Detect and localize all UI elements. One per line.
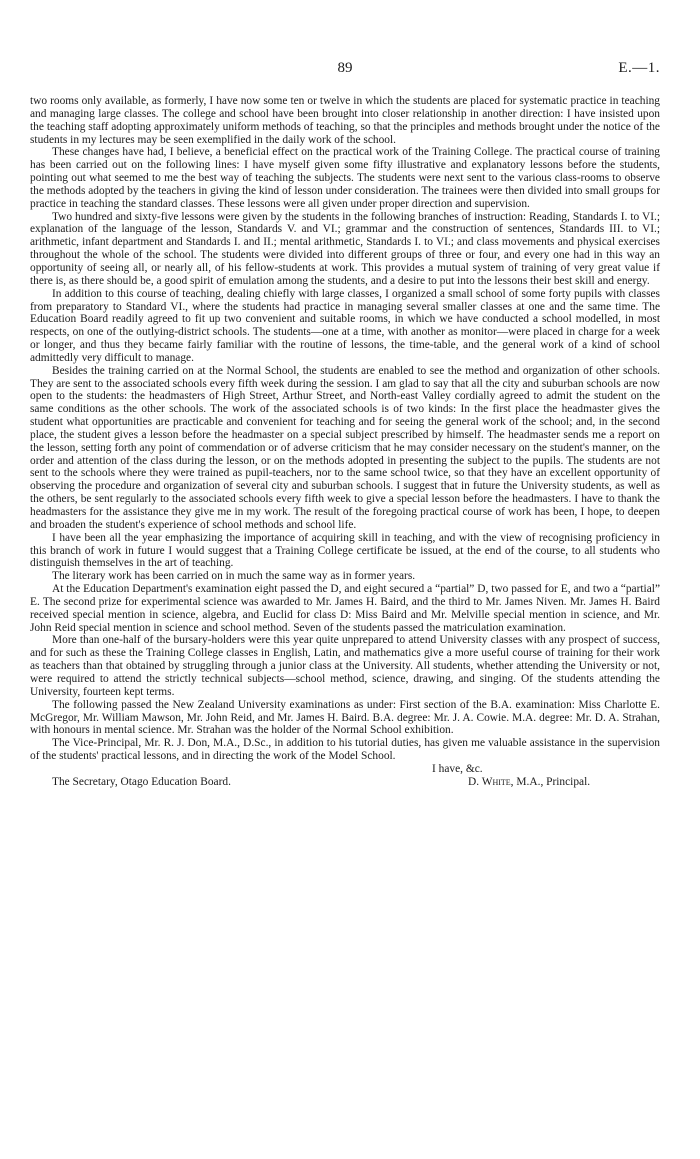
closing-salutation-row bbox=[30, 763, 660, 776]
paragraph: The following passed the New Zealand University examinations as under: First section of the B.A. examination: Miss Charlotte E. McGregor, Mr. William Mawson, Mr. John Reid, and Mr. James H. Baird. B.A. degree: Mr. J. A. Cowie. M.A. degree: Mr. D. A. Strahan, with honours in mental science. Mr. Strahan was the holder of the Normal School exhibition. bbox=[30, 698, 660, 737]
signature-row bbox=[30, 776, 660, 789]
paragraph: At the Education Department's examination eight passed the D, and eight secured a “partial” D, two passed for E, and two a “partial” E. The second prize for experimental science was awarded to Mr. James H. Baird, and the third to Mr. James Niven. Mr. James H. Baird received special mention in science, algebra, and Euclid for class D: Miss Baird and Mr. Melville special mention in science, and Mr. John Reid special mention in science and school method. Seven of the students passed the matriculation examination. bbox=[30, 583, 660, 634]
signature bbox=[468, 776, 590, 789]
addressee: The Secretary, Otago Education Board. bbox=[52, 775, 231, 788]
signature-title: M.A., Principal. bbox=[516, 775, 591, 788]
closing-salutation: I have, &c. bbox=[432, 762, 483, 775]
paragraph: I have been all the year emphasizing the importance of acquiring skill in teaching, and with the view of recognising proficiency in this branch of work in future I would suggest that a Training College certificate be issued, at the end of the course, to all students who distinguish themselves in the art of teaching. bbox=[30, 531, 660, 570]
report-body bbox=[30, 95, 660, 789]
paragraph: Besides the training carried on at the Normal School, the students are enabled to see the method and organization of other schools. They are sent to the associated schools every fifth week during the session. I am glad to say that all the city and suburban schools are now open to the students: the headmasters of High Street, Arthur Street, and North-east Valley cordially agreed to admit the student on the same conditions as the other schools. The work of the associated schools is of two kinds: In the first place the headmaster gives the student what opportunities are practicable and convenient for teaching and for seeing the general work of the school; and, in the second place, the student gives a lesson before the headmaster on a special subject prescribed by himself. The headmaster sends me a report on the lesson, setting forth any point of commendation or of adverse criticism that he may consider necessary on the student's manner, on the order and attention of the class during the lesson, or on the methods adopted in presenting the subject to the pupils. The students are not sent to the schools where they were trained as pupil-teachers, nor to the same school twice, so that they have an excellent opportunity of observing the procedure and organization of several city and suburban schools. I suggest that in future the University students, as well as the others, be sent regularly to the associated schools every fifth week to give a special lesson before the headmasters. I have to thank the headmasters for the assistance they give me in my work. The result of the foregoing practical course of work has been, I hope, to deepen and broaden the student's experience of school methods and school life. bbox=[30, 364, 660, 531]
paragraph: two rooms only available, as formerly, I have now some ten or twelve in which the students are placed for systematic practice in teaching and managing large classes. The college and school have been brought into closer relationship in another direction: I have insisted upon the teaching staff adopting approximately uniform methods of teaching, so that the principles and methods brought under the notice of the students in my lectures may be seen exemplified in the daily work of the school. bbox=[30, 95, 660, 146]
paragraph: In addition to this course of teaching, dealing chiefly with large classes, I organized a small school of some forty pupils with classes from preparatory to Standard VI., where the students had practice in managing several smaller classes at one and the same time. The Education Board readily agreed to fit up two convenient and suitable rooms, in which we have conducted a school modelled, in most respects, on one of the outlying-district schools. The students—one at a time, with another as monitor—were placed in charge for a week or longer, and thus they became fairly familiar with the routine of lessons, the time-table, and the general work of a kind of school admittedly very difficult to manage. bbox=[30, 287, 660, 364]
page-number: 89 bbox=[337, 60, 353, 76]
signature-name: D. White, bbox=[468, 775, 514, 788]
document-reference: E.—1. bbox=[618, 60, 660, 76]
paragraph: The Vice-Principal, Mr. R. J. Don, M.A., D.Sc., in addition to his tutorial duties, has given me valuable assistance in the supervision of the students' practical lessons, and in directing the work of the Model School. bbox=[30, 737, 660, 763]
paragraph: The literary work has been carried on in much the same way as in former years. bbox=[52, 570, 416, 583]
paragraph: These changes have had, I believe, a beneficial effect on the practical work of the Training College. The practical course of training has been carried out on the following lines: I have myself given some fifty illustrative and explanatory lessons before the students, pointing out what seemed to me the best way of teaching the subjects. The students were next sent to the various class-rooms to observe the methods adopted by the teachers in giving the kind of lesson under consideration. The trainees were then divided into small groups for practice in teaching the standard classes. These lessons were all given under proper direction and supervision. bbox=[30, 146, 660, 210]
paragraph: Two hundred and sixty-five lessons were given by the students in the following branches of instruction: Reading, Standards I. to VI.; explanation of the language of the lesson, Standards V. and VI.; grammar and the construction of sentences, Standards III. to VI.; arithmetic, infant department and Standards I. and II.; mental arithmetic, Standards I. to VI.; and class movements and physical exercises throughout the whole of the school. The students were divided into different groups of three or four, and every one had in this way an opportunity of seeing all, or nearly all, of his fellow-students at work. This provides a mutual system of training of very great value if there is, as there should be, a good spirit of emulation among the students, and a desire to put into the lessons their best skill and energy. bbox=[30, 210, 660, 287]
page-header bbox=[30, 60, 660, 78]
paragraph: More than one-half of the bursary-holders were this year quite unprepared to attend University classes with any prospect of success, and for such as these the Training College classes in English, Latin, and mathematics give a more useful course of training for their work as teachers than that obtained by struggling through a junior class at the University. All students, whether attending the University or not, were required to attend the strictly technical subjects—school method, science, drawing, and singing. Of the students attending the University, fourteen kept terms. bbox=[30, 634, 660, 698]
